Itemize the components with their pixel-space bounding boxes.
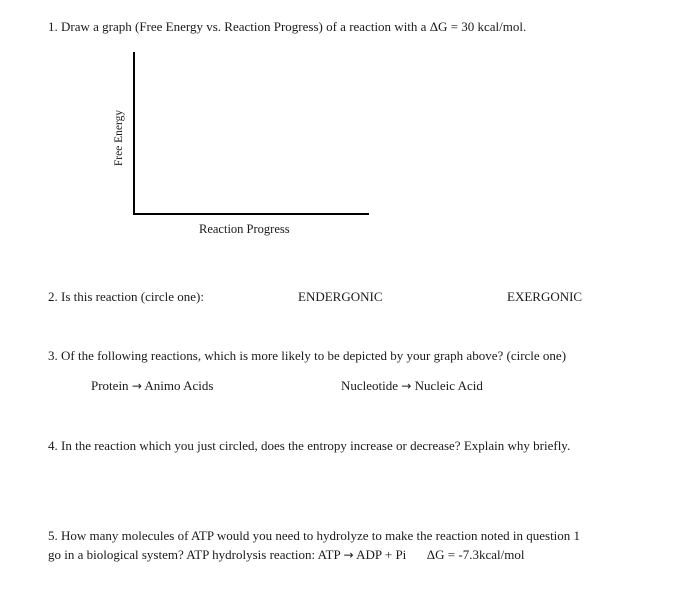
exergonic-option[interactable]: EXERGONIC <box>507 289 583 304</box>
nucleotide-to-nucleic-acid-option[interactable] <box>341 378 483 394</box>
question-1-text: 1. Draw a graph (Free Energy vs. Reaction Progress) of a reaction with a ΔG = 30 kcal/mol. <box>48 19 527 34</box>
right-arrow-icon: → <box>401 379 412 393</box>
option-a-to: Animo Acids <box>144 378 214 393</box>
question-5-line-1: 5. How many molecules of ATP would you need to hydrolyze to make the reaction noted in question 1 <box>48 528 581 543</box>
question-5-products: ADP + Pi <box>356 547 407 562</box>
graph-y-axis <box>133 52 135 215</box>
question-5-delta-g: ΔG = -7.3kcal/mol <box>426 547 525 562</box>
graph-x-label: Reaction Progress <box>199 222 290 236</box>
right-arrow-icon: → <box>343 548 354 562</box>
option-b-to: Nucleic Acid <box>414 378 483 393</box>
protein-to-amino-acids-option[interactable] <box>91 378 213 394</box>
graph-x-axis <box>133 213 369 215</box>
question-5-line-2 <box>48 547 524 563</box>
question-3-text: 3. Of the following reactions, which is more likely to be depicted by your graph above? (circle one) <box>48 348 567 363</box>
option-b-from: Nucleotide <box>341 378 399 393</box>
option-a-from: Protein <box>91 378 129 393</box>
question-4-text: 4. In the reaction which you just circled, does the entropy increase or decrease? Explain why briefly. <box>48 438 571 453</box>
question-2-text: 2. Is this reaction (circle one): <box>48 289 204 304</box>
right-arrow-icon: → <box>131 379 142 393</box>
question-5-line-2-start: go in a biological system? ATP hydrolysis reaction: ATP <box>48 547 341 562</box>
endergonic-option[interactable]: ENDERGONIC <box>298 289 383 304</box>
graph-y-label: Free Energy <box>113 109 125 167</box>
